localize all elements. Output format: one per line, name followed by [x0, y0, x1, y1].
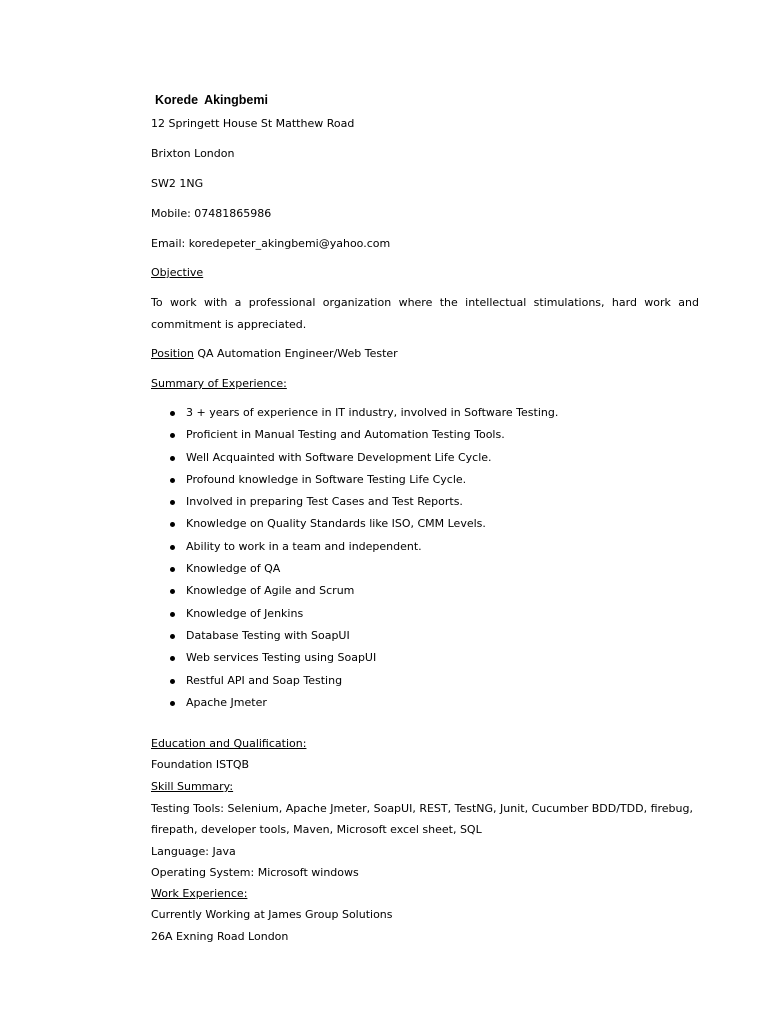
objective-heading: Objective	[151, 266, 204, 279]
list-item: Profound knowledge in Software Testing Life Cycle.	[151, 473, 558, 495]
bullet-icon	[170, 589, 175, 594]
address-line-1: 12 Springett House St Matthew Road	[151, 117, 355, 130]
current-employer: Currently Working at James Group Solutions	[151, 908, 393, 921]
employer-address: 26A Exning Road London	[151, 930, 289, 943]
list-item: Apache Jmeter	[151, 696, 558, 718]
education-value: Foundation ISTQB	[151, 758, 250, 771]
bullet-icon	[170, 701, 175, 706]
bullet-icon	[170, 411, 175, 416]
testing-tools-line-1: Testing Tools: Selenium, Apache Jmeter, SoapUI, REST, TestNG, Junit, Cucumber BDD/TDD, firebug,	[151, 802, 693, 815]
list-item: Proficient in Manual Testing and Automation Testing Tools.	[151, 428, 558, 450]
list-item: Restful API and Soap Testing	[151, 674, 558, 696]
summary-list	[151, 406, 558, 718]
list-item: 3 + years of experience in IT industry, involved in Software Testing.	[151, 406, 558, 428]
bullet-icon	[170, 433, 175, 438]
mobile-number: Mobile: 07481865986	[151, 207, 272, 220]
education-heading: Education and Qualification:	[151, 737, 307, 750]
objective-text: To work with a professional organization where the intellectual stimulations, hard work and commitment is appreciated.	[151, 296, 699, 331]
address-line-2: Brixton London	[151, 147, 235, 160]
skills-heading: Skill Summary:	[151, 780, 234, 793]
email-address: Email: koredepeter_akingbemi@yahoo.com	[151, 237, 391, 250]
bullet-icon	[170, 545, 175, 550]
postcode: SW2 1NG	[151, 177, 204, 190]
testing-tools-line-2: firepath, developer tools, Maven, Microsoft excel sheet, SQL	[151, 823, 482, 836]
list-item: Ability to work in a team and independent.	[151, 540, 558, 562]
list-item: Knowledge of QA	[151, 562, 558, 584]
list-item: Knowledge of Jenkins	[151, 607, 558, 629]
bullet-icon	[170, 656, 175, 661]
bullet-icon	[170, 500, 175, 505]
candidate-name: Korede Akingbemi	[155, 93, 268, 107]
bullet-icon	[170, 522, 175, 527]
bullet-icon	[170, 634, 175, 639]
bullet-icon	[170, 478, 175, 483]
operating-system-line: Operating System: Microsoft windows	[151, 866, 359, 879]
summary-heading: Summary of Experience:	[151, 377, 287, 390]
list-item: Well Acquainted with Software Development Life Cycle.	[151, 451, 558, 473]
position-label: Position	[151, 347, 194, 360]
list-item: Database Testing with SoapUI	[151, 629, 558, 651]
position-line	[151, 347, 398, 361]
list-item: Web services Testing using SoapUI	[151, 651, 558, 673]
bullet-icon	[170, 612, 175, 617]
list-item: Knowledge on Quality Standards like ISO, CMM Levels.	[151, 517, 558, 539]
bullet-icon	[170, 456, 175, 461]
position-value: QA Automation Engineer/Web Tester	[193, 347, 398, 360]
work-heading: Work Experience:	[151, 887, 248, 900]
bullet-icon	[170, 679, 175, 684]
language-line: Language: Java	[151, 845, 236, 858]
list-item: Involved in preparing Test Cases and Test Reports.	[151, 495, 558, 517]
bullet-icon	[170, 567, 175, 572]
list-item: Knowledge of Agile and Scrum	[151, 584, 558, 606]
